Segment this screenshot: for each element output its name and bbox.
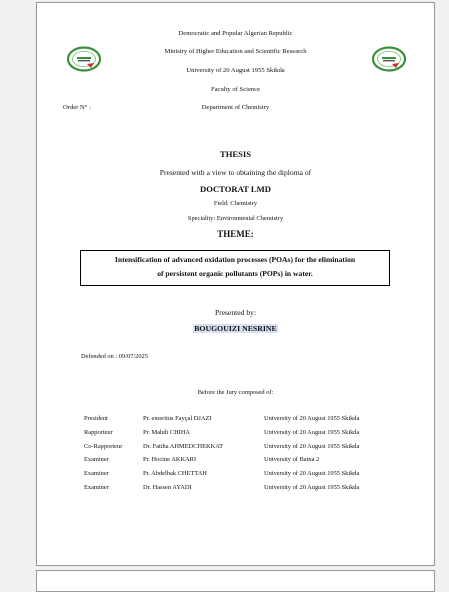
jury-row	[37, 443, 434, 453]
jury-role: Co-Rapporteur	[84, 443, 123, 450]
next-page	[36, 570, 435, 592]
document-page	[36, 2, 435, 566]
jury-university: University of 20 August 1955 Skikda	[264, 415, 360, 422]
jury-university: University of 20 August 1955 Skikda	[264, 443, 360, 450]
presented-by-label: Presented by:	[214, 308, 257, 317]
jury-name: Dr. Hassen AYADI	[143, 484, 192, 491]
header-faculty: Faculty of Science	[210, 86, 261, 93]
jury-name: Pr. emeritus Fayçal DJAZI	[143, 415, 212, 422]
jury-name: Dr. Fatiha AHMEDCHEKKAT	[143, 443, 224, 450]
header-republic: Democratic and Popular Algerian Republic	[178, 30, 293, 37]
diploma-title: DOCTORAT LMD	[200, 184, 271, 194]
jury-row	[37, 470, 434, 480]
jury-role: President	[84, 415, 108, 422]
jury-name: Pr. Hocine AKKARI	[143, 456, 197, 463]
jury-role: Rapporteur	[84, 429, 113, 436]
thesis-presented-line: Presented with a view to obtaining the diploma of	[159, 168, 312, 177]
author-name	[37, 324, 434, 333]
author-name-text: BOUGOUIZI NESRINE	[194, 324, 277, 333]
jury-row	[37, 456, 434, 466]
theme-label: THEME:	[217, 229, 254, 239]
header-university: University of 20 August 1955 Skikda	[186, 67, 285, 74]
jury-role: Examiner	[84, 470, 109, 477]
jury-name: Pr. Mahdi CHIHA	[143, 429, 191, 436]
jury-row	[37, 415, 434, 425]
jury-university: University of 20 August 1955 Skikda	[264, 470, 360, 477]
header-ministry: Ministry of Higher Education and Scientific Research	[164, 48, 307, 55]
jury-university: University of 20 August 1955 Skikda	[264, 429, 360, 436]
header-department: Department of Chemistry	[201, 104, 270, 111]
university-logo-icon	[372, 46, 406, 72]
jury-university: University of 20 August 1955 Skikda	[264, 484, 360, 491]
theme-line-2: of persistent organic pollutants (POPs) in water.	[157, 269, 313, 278]
jury-role: Examiner	[84, 456, 109, 463]
theme-line-1: Intensification of advanced oxidation processes (POAs) for the elimination	[114, 255, 356, 264]
jury-name: Pr. Abdelhak CHETTAH	[143, 470, 207, 477]
jury-row	[37, 429, 434, 439]
field-line: Field: Chemistry	[213, 200, 258, 207]
defended-date: Defended on : 09/07/2025	[81, 353, 148, 360]
university-logo-icon	[67, 46, 101, 72]
theme-box	[80, 250, 390, 286]
thesis-title: THESIS	[219, 149, 252, 159]
jury-role: Examiner	[84, 484, 109, 491]
jury-row	[37, 484, 434, 494]
jury-university: University of Batna 2	[264, 456, 320, 463]
jury-heading: Before the Jury composed of:	[197, 389, 274, 396]
speciality-line: Speciality: Environmental Chemistry	[187, 215, 284, 222]
order-number-label: Order N° :	[63, 104, 91, 111]
